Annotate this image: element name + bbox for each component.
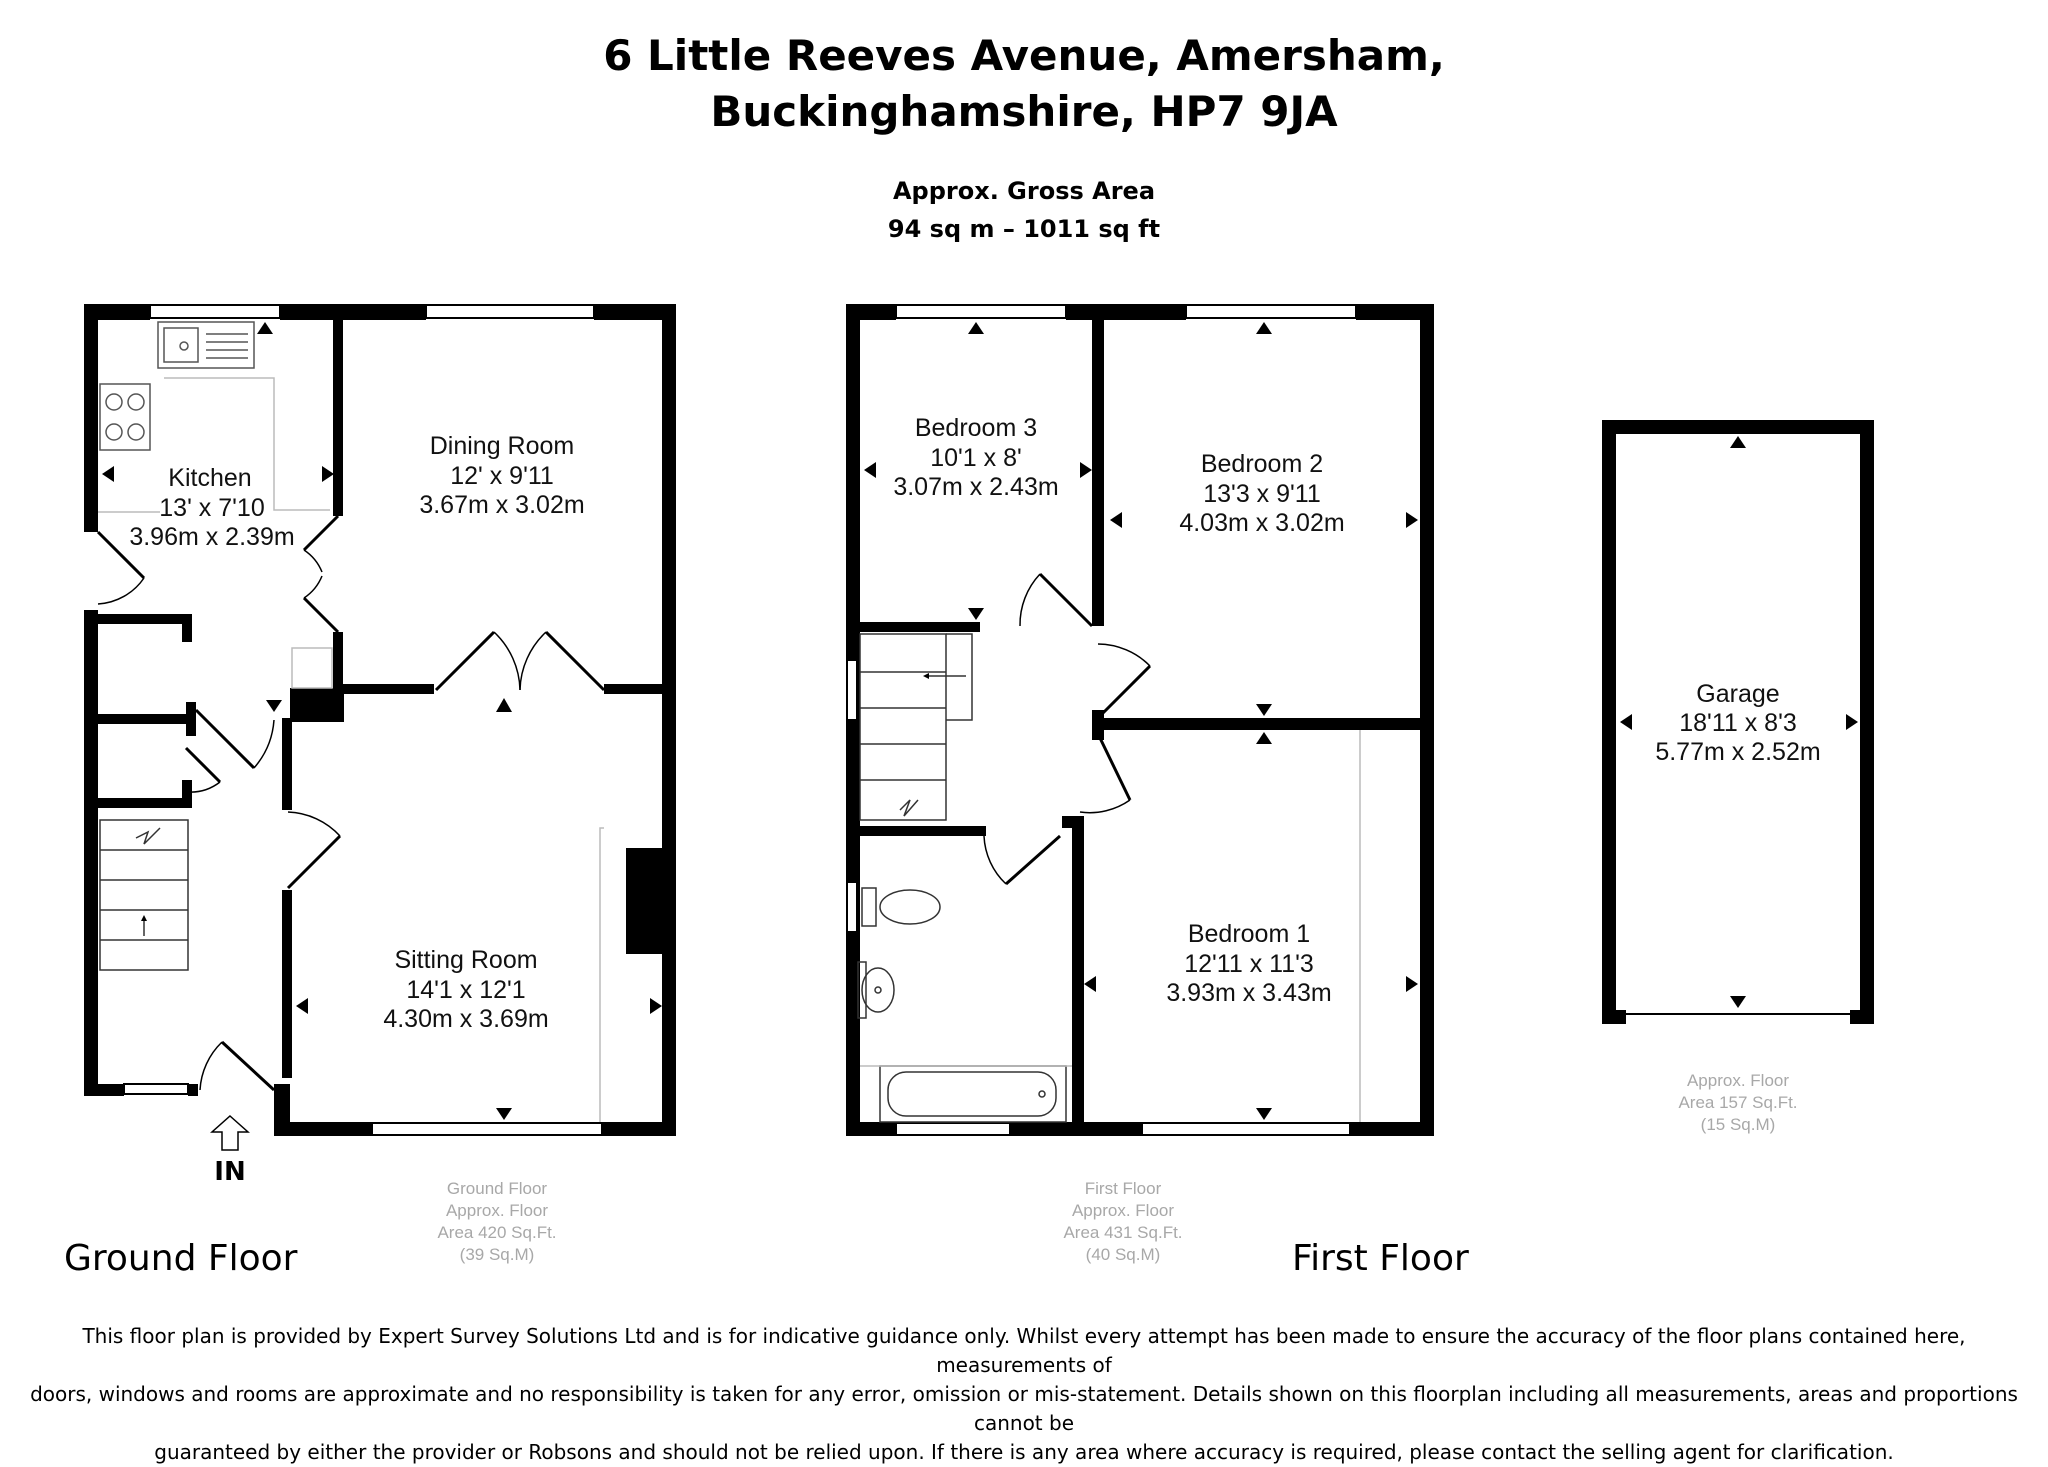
kitchen-imperial: 13' x 7'10 bbox=[159, 494, 265, 522]
room-label-bedroom2 bbox=[1179, 450, 1344, 537]
room-label-kitchen bbox=[129, 464, 294, 551]
ground-area-line-4: (39 Sq.M) bbox=[459, 1245, 535, 1264]
ground-area-line-3: Area 420 Sq.Ft. bbox=[437, 1223, 557, 1242]
bedroom1-imperial: 12'11 x 11'3 bbox=[1184, 950, 1314, 978]
room-label-dining bbox=[419, 432, 584, 519]
garage-metric: 5.77m x 2.52m bbox=[1655, 738, 1821, 766]
first-area-line-1: First Floor bbox=[1084, 1179, 1162, 1198]
bedroom1-name: Bedroom 1 bbox=[1187, 920, 1311, 948]
address-line-1: 6 Little Reeves Avenue, Amersham, bbox=[603, 31, 1445, 80]
garage-imperial: 18'11 x 8'3 bbox=[1679, 709, 1797, 737]
garage-area-line-2: Area 157 Sq.Ft. bbox=[1678, 1093, 1798, 1112]
bedroom2-imperial: 13'3 x 9'11 bbox=[1203, 480, 1321, 508]
ground-area-line-2: Approx. Floor bbox=[445, 1201, 549, 1220]
sitting-imperial: 14'1 x 12'1 bbox=[406, 976, 526, 1004]
ground-floor-label: Ground Floor bbox=[64, 1238, 298, 1279]
gross-area-label: Approx. Gross Area bbox=[892, 177, 1156, 205]
dining-metric: 3.67m x 3.02m bbox=[419, 491, 585, 519]
room-label-sitting bbox=[383, 946, 548, 1033]
room-label-bedroom3 bbox=[893, 414, 1058, 501]
address-line-2: Buckinghamshire, HP7 9JA bbox=[710, 87, 1338, 136]
bedroom1-metric: 3.93m x 3.43m bbox=[1166, 979, 1332, 1007]
first-area-line-4: (40 Sq.M) bbox=[1085, 1245, 1161, 1264]
ground-floor-walls bbox=[84, 304, 676, 1136]
disclaimer-line-1: This floor plan is provided by Expert Survey Solutions Ltd and is for indicative guidance only. Whilst every attempt has been made to ensure the accuracy of the floor plans contained here, measurements of bbox=[82, 1324, 1966, 1377]
dining-name: Dining Room bbox=[429, 432, 575, 460]
dining-imperial: 12' x 9'11 bbox=[450, 462, 554, 490]
gross-area-value: 94 sq m – 1011 sq ft bbox=[887, 215, 1161, 243]
entrance-label: IN bbox=[214, 1157, 246, 1187]
ground-area-line-1: Ground Floor bbox=[446, 1179, 548, 1198]
disclaimer-line-2: doors, windows and rooms are approximate and no responsibility is taken for any error, omission or mis-statement. Details shown on this floorplan including all measurements, areas and proportions cannot be bbox=[30, 1382, 2018, 1435]
first-area-line-3: Area 431 Sq.Ft. bbox=[1063, 1223, 1183, 1242]
sitting-name: Sitting Room bbox=[394, 946, 538, 974]
bedroom3-name: Bedroom 3 bbox=[914, 414, 1038, 442]
garage-area-line-3: (15 Sq.M) bbox=[1700, 1115, 1776, 1134]
bedroom2-name: Bedroom 2 bbox=[1200, 450, 1324, 478]
bedroom2-metric: 4.03m x 3.02m bbox=[1179, 509, 1345, 537]
garage-area-note bbox=[1678, 1071, 1797, 1134]
first-floor-label: First Floor bbox=[1292, 1238, 1469, 1279]
kitchen-metric: 3.96m x 2.39m bbox=[129, 523, 295, 551]
first-floor-area-note bbox=[1063, 1179, 1182, 1264]
room-label-bedroom1 bbox=[1166, 920, 1331, 1007]
disclaimer-line-3: guaranteed by either the provider or Robsons and should not be relied upon. If there is any area where accuracy is required, please contact the selling agent for clarification. bbox=[154, 1440, 1894, 1464]
first-area-line-2: Approx. Floor bbox=[1071, 1201, 1175, 1220]
room-label-garage bbox=[1655, 680, 1820, 766]
disclaimer bbox=[10, 1322, 2038, 1467]
entrance-arrow-icon bbox=[212, 1116, 248, 1150]
bedroom3-imperial: 10'1 x 8' bbox=[930, 444, 1022, 472]
garage-name: Garage bbox=[1696, 680, 1780, 708]
kitchen-name: Kitchen bbox=[168, 464, 252, 492]
sitting-metric: 4.30m x 3.69m bbox=[383, 1005, 549, 1033]
ground-floor-area-note bbox=[437, 1179, 556, 1264]
ground-floor-plan bbox=[84, 304, 676, 1150]
garage-area-line-1: Approx. Floor bbox=[1686, 1071, 1790, 1090]
bedroom3-metric: 3.07m x 2.43m bbox=[893, 473, 1059, 501]
